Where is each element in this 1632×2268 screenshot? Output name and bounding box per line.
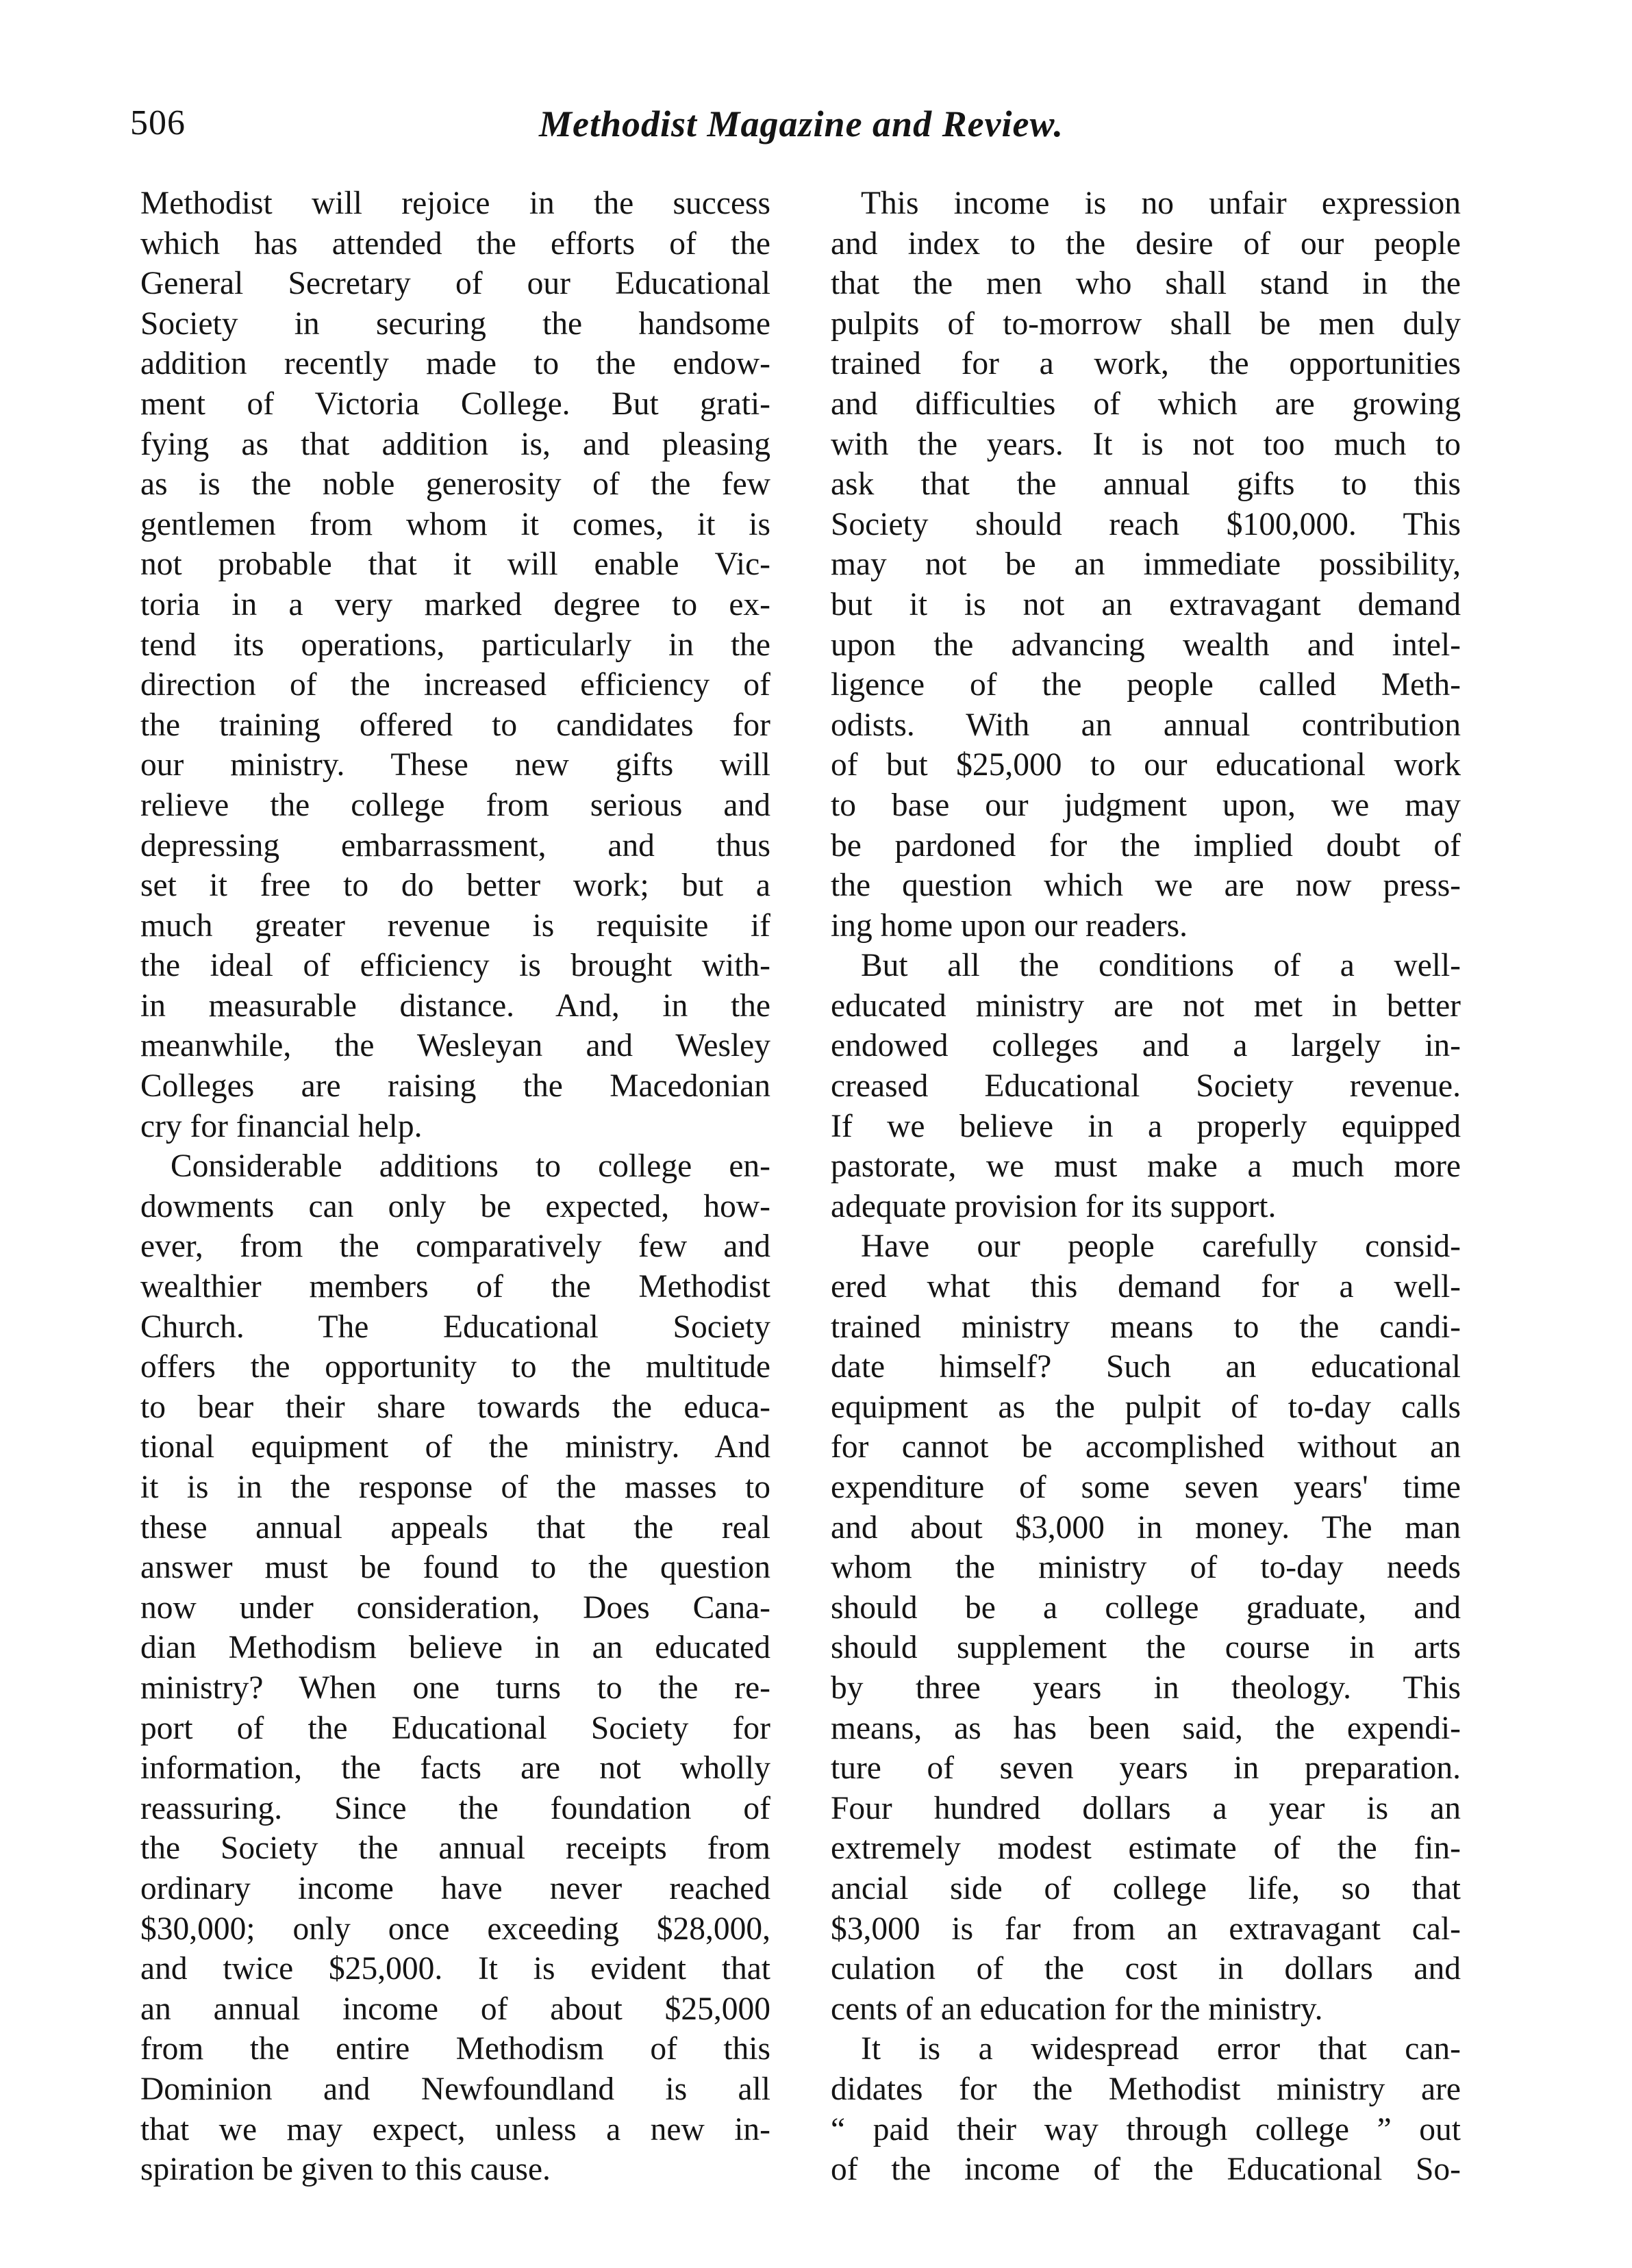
- text-line: not probable that it will enable Vic-: [140, 546, 770, 583]
- text-line: If we believe in a properly equipped: [831, 1108, 1461, 1144]
- text-line: an annual income of about $25,000: [140, 1991, 770, 2027]
- text-line: Colleges are raising the Macedonian: [140, 1068, 770, 1105]
- text-line: with the years. It is not too much to: [831, 426, 1461, 462]
- text-line: dowments can only be expected, how-: [140, 1188, 770, 1224]
- text-line: But all the conditions of a well-: [861, 948, 1461, 984]
- left-column: [140, 184, 770, 2190]
- text-line: and about $3,000 in money. The man: [831, 1509, 1461, 1546]
- text-line: extremely modest estimate of the fin-: [831, 1830, 1461, 1867]
- text-line: port of the Educational Society for: [140, 1710, 770, 1746]
- text-line: and twice $25,000. It is evident that: [140, 1951, 770, 1987]
- text-line: odists. With an annual contribution: [831, 707, 1461, 743]
- text-line: information, the facts are not wholly: [140, 1750, 770, 1787]
- text-line: ligence of the people called Meth-: [831, 667, 1461, 703]
- text-line: should be a college graduate, and: [831, 1589, 1461, 1626]
- text-line: date himself? Such an educational: [831, 1349, 1461, 1385]
- text-line: cents of an education for the ministry.: [831, 1991, 1323, 2027]
- text-line: to base our judgment upon, we may: [831, 787, 1461, 823]
- text-line: means, as has been said, the expendi-: [831, 1710, 1461, 1746]
- text-line: pulpits of to-morrow shall be men duly: [831, 305, 1461, 342]
- text-line: reassuring. Since the foundation of: [140, 1790, 770, 1826]
- text-line: Considerable additions to college en-: [171, 1148, 770, 1185]
- text-line: trained ministry means to the candi-: [831, 1309, 1461, 1345]
- text-line: cry for financial help.: [140, 1108, 423, 1144]
- text-line: ture of seven years in preparation.: [831, 1750, 1461, 1787]
- text-line: This income is no unfair expression: [861, 186, 1461, 221]
- text-line: General Secretary of our Educational: [140, 266, 770, 302]
- text-line: wealthier members of the Methodist: [140, 1269, 770, 1305]
- text-line: $3,000 is far from an extravagant cal-: [831, 1911, 1461, 1947]
- text-line: ministry? When one turns to the re-: [140, 1670, 770, 1706]
- text-line: It is a widespread error that can-: [861, 2031, 1461, 2067]
- text-line: these annual appeals that the real: [140, 1509, 770, 1546]
- text-line: Methodist will rejoice in the success: [140, 186, 770, 221]
- text-line: for cannot be accomplished without an: [831, 1429, 1461, 1465]
- text-line: and index to the desire of our people: [831, 225, 1461, 262]
- text-line: $30,000; only once exceeding $28,000,: [140, 1911, 770, 1947]
- text-line: didates for the Methodist ministry are: [831, 2071, 1461, 2107]
- text-line: answer must be found to the question: [140, 1550, 770, 1586]
- text-line: ever, from the comparatively few and: [140, 1228, 770, 1265]
- text-line: Church. The Educational Society: [140, 1309, 770, 1345]
- text-line: much greater revenue is requisite if: [140, 907, 770, 944]
- text-line: ered what this demand for a well-: [831, 1269, 1461, 1305]
- text-line: ing home upon our readers.: [831, 907, 1188, 944]
- text-line: that the men who shall stand in the: [831, 266, 1461, 302]
- text-line: Dominion and Newfoundland is all: [140, 2071, 770, 2107]
- text-line: from the entire Methodism of this: [140, 2031, 770, 2067]
- text-line: whom the ministry of to-day needs: [831, 1550, 1461, 1586]
- text-line: the training offered to candidates for: [140, 707, 770, 743]
- text-line: Society should reach $100,000. This: [831, 506, 1461, 542]
- text-line: spiration be given to this cause.: [140, 2152, 551, 2188]
- text-line: should supplement the course in arts: [831, 1630, 1461, 1666]
- text-line: gentlemen from whom it comes, it is: [140, 506, 770, 542]
- text-line: ment of Victoria College. But grati-: [140, 386, 770, 422]
- text-line: as is the noble generosity of the few: [140, 466, 770, 503]
- text-line: of the income of the Educational So-: [831, 2152, 1461, 2188]
- text-line: “ paid their way through college ” out: [831, 2111, 1461, 2147]
- text-line: ask that the annual gifts to this: [831, 466, 1461, 503]
- text-line: the ideal of efficiency is brought with-: [140, 948, 770, 984]
- text-line: culation of the cost in dollars and: [831, 1951, 1461, 1987]
- text-line: addition recently made to the endow-: [140, 346, 770, 382]
- text-line: that we may expect, unless a new in-: [140, 2111, 770, 2147]
- text-line: Four hundred dollars a year is an: [831, 1790, 1461, 1826]
- text-line: the Society the annual receipts from: [140, 1830, 770, 1867]
- text-line: toria in a very marked degree to ex-: [140, 586, 770, 622]
- text-line: ancial side of college life, so that: [831, 1870, 1461, 1906]
- text-line: may not be an immediate possibility,: [831, 546, 1461, 583]
- text-line: adequate provision for its support.: [831, 1188, 1277, 1224]
- text-line: tend its operations, particularly in the: [140, 627, 770, 663]
- text-line: it is in the response of the masses to: [140, 1470, 770, 1505]
- text-line: set it free to do better work; but a: [140, 868, 770, 904]
- text-line: but it is not an extravagant demand: [831, 586, 1461, 622]
- text-line: creased Educational Society revenue.: [831, 1068, 1461, 1105]
- text-line: direction of the increased efficiency of: [140, 667, 770, 703]
- text-line: educated ministry are not met in better: [831, 987, 1461, 1024]
- text-line: pastorate, we must make a much more: [831, 1148, 1461, 1185]
- text-line: now under consideration, Does Cana-: [140, 1589, 770, 1626]
- text-line: Have our people carefully consid-: [861, 1228, 1461, 1265]
- text-line: the question which we are now press-: [831, 868, 1461, 904]
- text-line: in measurable distance. And, in the: [140, 987, 770, 1024]
- page-number: 506: [130, 103, 186, 142]
- running-title: Methodist Magazine and Review.: [538, 103, 1064, 144]
- text-line: upon the advancing wealth and intel-: [831, 627, 1461, 663]
- text-line: Society in securing the handsome: [140, 305, 770, 342]
- text-line: which has attended the efforts of the: [140, 225, 770, 262]
- text-line: and difficulties of which are growing: [831, 386, 1461, 422]
- text-line: expenditure of some seven years' time: [831, 1470, 1461, 1505]
- text-line: of but $25,000 to our educational work: [831, 747, 1461, 783]
- text-line: meanwhile, the Wesleyan and Wesley: [140, 1028, 770, 1064]
- text-line: fying as that addition is, and pleasing: [140, 426, 770, 462]
- text-line: tional equipment of the ministry. And: [140, 1429, 770, 1465]
- text-line: offers the opportunity to the multitude: [140, 1349, 770, 1385]
- right-column: [831, 184, 1461, 2190]
- text-line: ordinary income have never reached: [140, 1870, 770, 1906]
- text-line: to bear their share towards the educa-: [140, 1389, 770, 1425]
- text-line: equipment as the pulpit of to-day calls: [831, 1389, 1461, 1425]
- text-line: relieve the college from serious and: [140, 787, 770, 823]
- text-line: by three years in theology. This: [831, 1670, 1461, 1706]
- text-line: be pardoned for the implied doubt of: [831, 827, 1461, 864]
- text-line: endowed colleges and a largely in-: [831, 1028, 1461, 1064]
- page-header: [130, 103, 1472, 151]
- text-line: depressing embarrassment, and thus: [140, 827, 770, 864]
- text-line: our ministry. These new gifts will: [140, 747, 770, 783]
- text-line: dian Methodism believe in an educated: [140, 1630, 770, 1666]
- text-line: trained for a work, the opportunities: [831, 346, 1461, 382]
